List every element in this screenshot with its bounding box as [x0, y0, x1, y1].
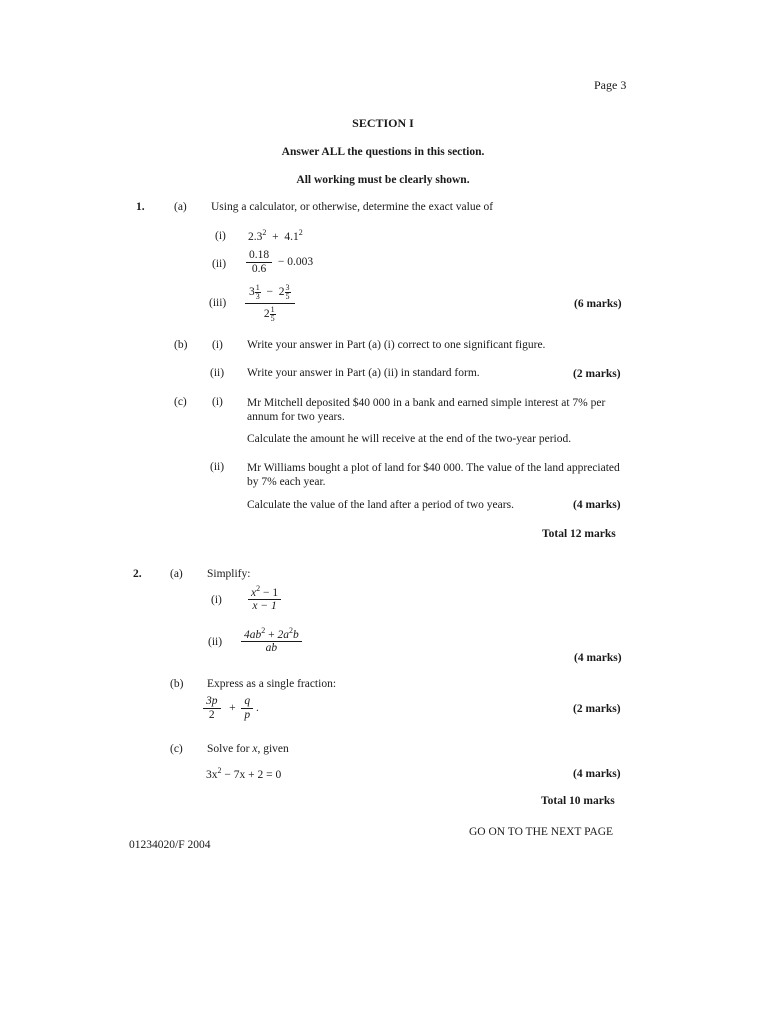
q1b-i-text: Write your answer in Part (a) (i) correct to one significant figure.	[247, 339, 546, 351]
q2c-equation: $3x^2 - 7x + 2 = 0$	[206, 766, 282, 781]
q1a-ii-label: (ii)	[212, 258, 227, 270]
q1c-ii-text: Mr Williams bought a plot of land for $40 000. The value of the land appreciated by 7% each year.	[247, 462, 620, 489]
q2c-label: (c)	[170, 743, 183, 755]
q1a-text: Using a calculator, or otherwise, determine the exact value of	[211, 201, 494, 213]
q1b-ii-label: (ii)	[210, 367, 225, 379]
q2b-text: Express as a single fraction:	[207, 678, 337, 690]
q2b-marks: (2 marks)	[573, 703, 621, 715]
q1a-label: (a)	[174, 201, 187, 213]
q1b-i-label: (i)	[212, 339, 223, 351]
q2c-marks: (4 marks)	[573, 768, 621, 780]
q1c-marks: (4 marks)	[573, 499, 621, 511]
q2a-text: Simplify:	[207, 568, 251, 580]
q2a-marks: (4 marks)	[574, 652, 622, 664]
q2c-text: Solve for x, given	[207, 743, 289, 755]
q1c-ii-text-2: Calculate the value of the land after a period of two years.	[247, 499, 514, 511]
q1c-ii-label: (ii)	[210, 461, 225, 473]
q2a-i-label: (i)	[211, 594, 222, 606]
q2a-ii-expression: $\frac{4ab^2 + 2a^2b}{ab}$	[241, 627, 302, 655]
q1a-ii-expression: $\frac{0.18}{0.6}$ − 0.003	[246, 249, 313, 275]
q1a-iii-expression: 3 $\frac{1}{3}$ − 2 $\frac{3}{5}$ 2 $\frac{1}{5}$	[245, 284, 295, 323]
q2a-label: (a)	[170, 568, 183, 580]
q2-total-marks: Total 10 marks	[541, 795, 615, 807]
q1a-marks: (6 marks)	[574, 298, 622, 310]
q1-total-marks: Total 12 marks	[542, 528, 616, 540]
q1b-marks: (2 marks)	[573, 368, 621, 380]
q2a-ii-label: (ii)	[208, 636, 223, 648]
q1a-i-expression: $2.3^2 + 4.1^2$	[248, 228, 303, 243]
page-number: Page 3	[594, 78, 627, 92]
instruction-working: All working must be clearly shown.	[296, 174, 470, 186]
exam-code: 01234020/F 2004	[129, 839, 211, 851]
q1a-iii-label: (iii)	[209, 297, 227, 309]
q2b-label: (b)	[170, 678, 184, 690]
q1a-i-label: (i)	[215, 230, 226, 242]
q1c-i-text: Mr Mitchell deposited $40 000 in a bank and earned simple interest at 7% per annum for two years.	[247, 397, 606, 424]
section-title: SECTION I	[352, 116, 414, 130]
q1b-ii-text: Write your answer in Part (a) (ii) in standard form.	[247, 367, 480, 379]
q1c-i-text-2: Calculate the amount he will receive at the end of the two-year period.	[247, 433, 572, 445]
q2b-expression: $\frac{3p}{2}$ + $\frac{q}{p}$ .	[203, 695, 259, 721]
q2-number: 2.	[133, 568, 142, 580]
q1b-label: (b)	[174, 339, 188, 351]
q1c-i-label: (i)	[212, 396, 223, 408]
instruction-answer-all: Answer ALL the questions in this section.	[281, 146, 485, 158]
q2a-i-expression: $\frac{x^2 - 1}{x - 1}$	[248, 585, 281, 613]
q1c-label: (c)	[174, 396, 187, 408]
go-on-next-page: GO ON TO THE NEXT PAGE	[469, 826, 614, 838]
q1-number: 1.	[136, 201, 145, 213]
